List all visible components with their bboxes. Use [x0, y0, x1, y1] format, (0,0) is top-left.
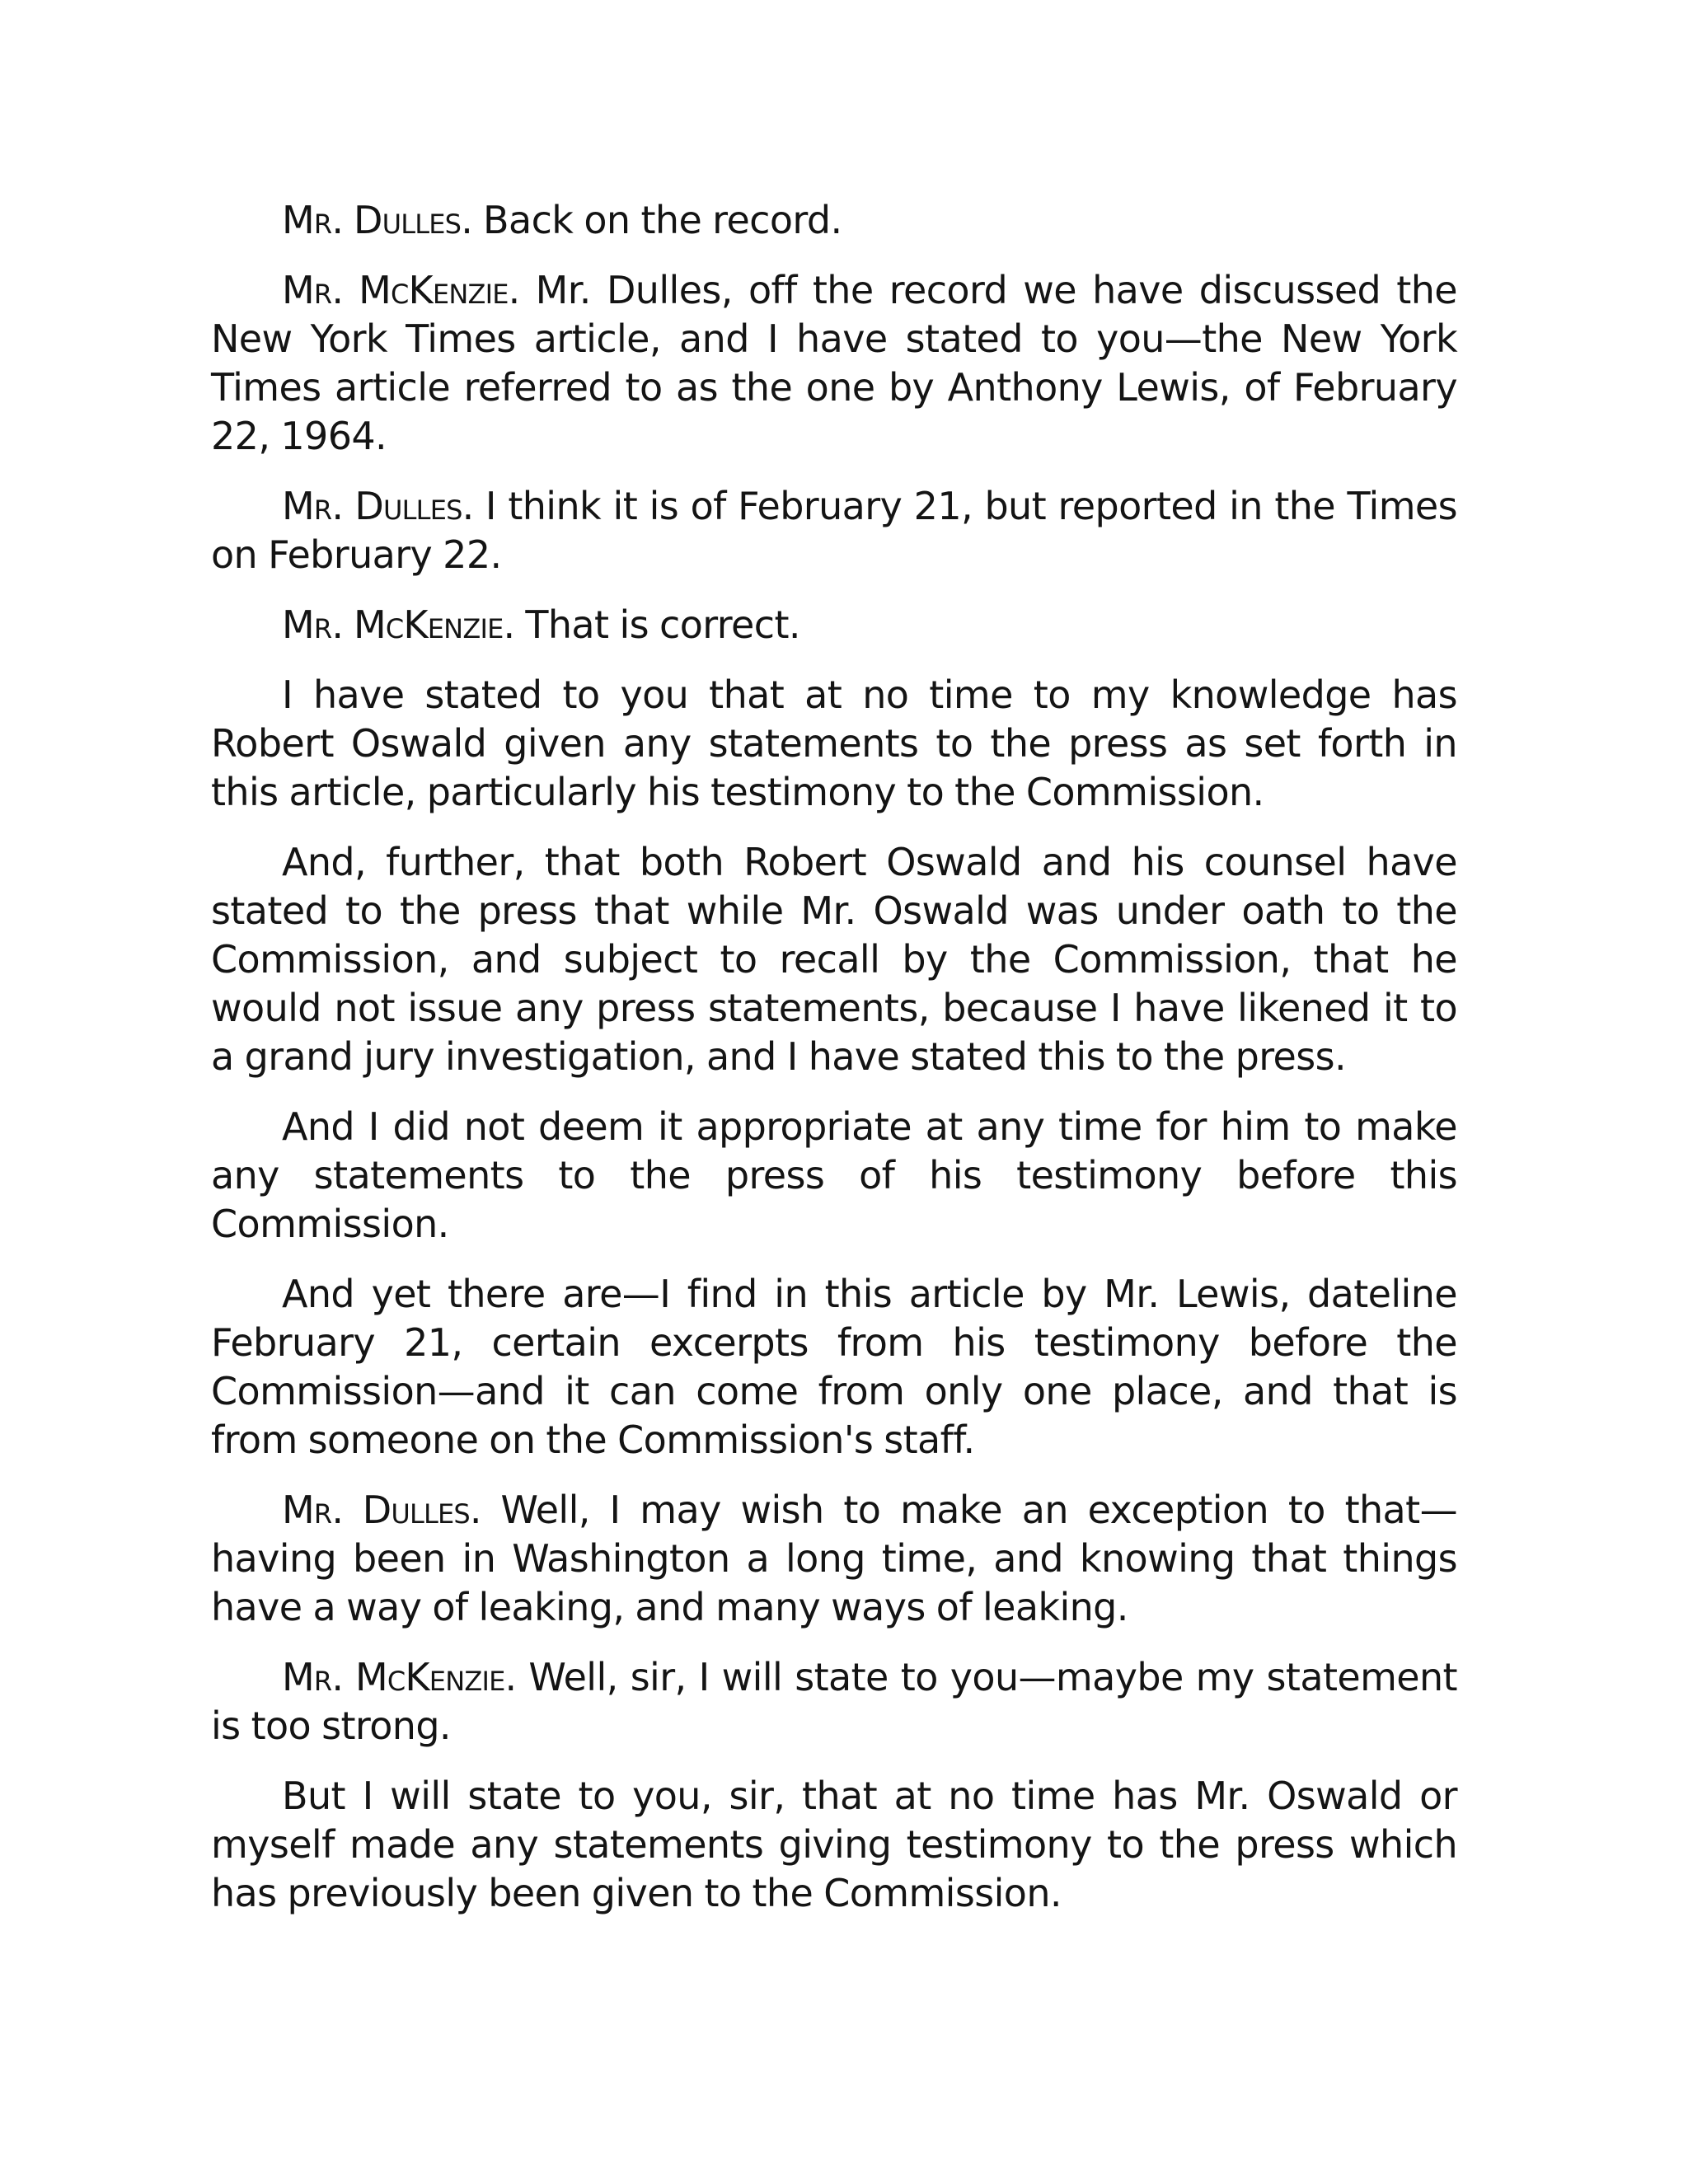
paragraph-3: [211, 482, 1457, 579]
paragraph-text: I think it is of February 21, but reported in the Times on February 22.: [211, 484, 1457, 577]
paragraph-text: Well, sir, I will state to you—maybe my statement is too strong.: [211, 1655, 1457, 1748]
speaker-name: Mr. McKenzie.: [282, 602, 515, 647]
paragraph-text: Mr. Dulles, off the record we have discussed the New York Times article, and I have stated to you—the New York Times article referred to as the one by Anthony Lewis, of February 22, 1964.: [211, 268, 1457, 458]
paragraph-text: And yet there are—I find in this article by Mr. Lewis, dateline February 21, certain excerpts from his testimony before the Commission—and it can come from only one place, and that is from someone on the Commission's staff.: [211, 1272, 1457, 1462]
paragraph-4: [211, 601, 1457, 649]
paragraph-text: And, further, that both Robert Oswald and his counsel have stated to the press that while Mr. Oswald was under oath to the Commission, and subject to recall by the Commission, that he would not issue any press statements, because I have likened it to a grand jury investigation, and I have stated this to the press.: [211, 840, 1457, 1079]
paragraph-5: [211, 671, 1457, 817]
paragraph-text: Well, I may wish to make an exception to that—having been in Washington a long time, and knowing that things have a way of leaking, and many ways of leaking.: [211, 1488, 1457, 1629]
paragraph-8: [211, 1270, 1457, 1465]
paragraph-text: But I will state to you, sir, that at no time has Mr. Oswald or myself made any statements giving testimony to the press which has previously been given to the Commission.: [211, 1774, 1457, 1915]
paragraph-text: Back on the record.: [472, 198, 842, 242]
document-page: [211, 196, 1457, 1939]
speaker-name: Mr. Dulles.: [282, 198, 473, 242]
speaker-name: Mr. McKenzie.: [282, 1655, 517, 1699]
paragraph-text: I have stated to you that at no time to my knowledge has Robert Oswald given any statements to the press as set forth in this article, particularly his testimony to the Commission.: [211, 673, 1457, 814]
paragraph-text: And I did not deem it appropriate at any time for him to make any statements to the press of his testimony before this Commission.: [211, 1104, 1457, 1246]
speaker-name: Mr. McKenzie.: [282, 268, 520, 312]
paragraph-6: [211, 838, 1457, 1081]
paragraph-7: [211, 1103, 1457, 1249]
paragraph-2: [211, 266, 1457, 461]
paragraph-1: [211, 196, 1457, 245]
speaker-name: Mr. Dulles.: [282, 484, 474, 528]
paragraph-10: [211, 1653, 1457, 1750]
speaker-name: Mr. Dulles.: [282, 1488, 481, 1532]
paragraph-11: [211, 1772, 1457, 1918]
paragraph-9: [211, 1486, 1457, 1632]
paragraph-text: That is correct.: [514, 602, 800, 647]
